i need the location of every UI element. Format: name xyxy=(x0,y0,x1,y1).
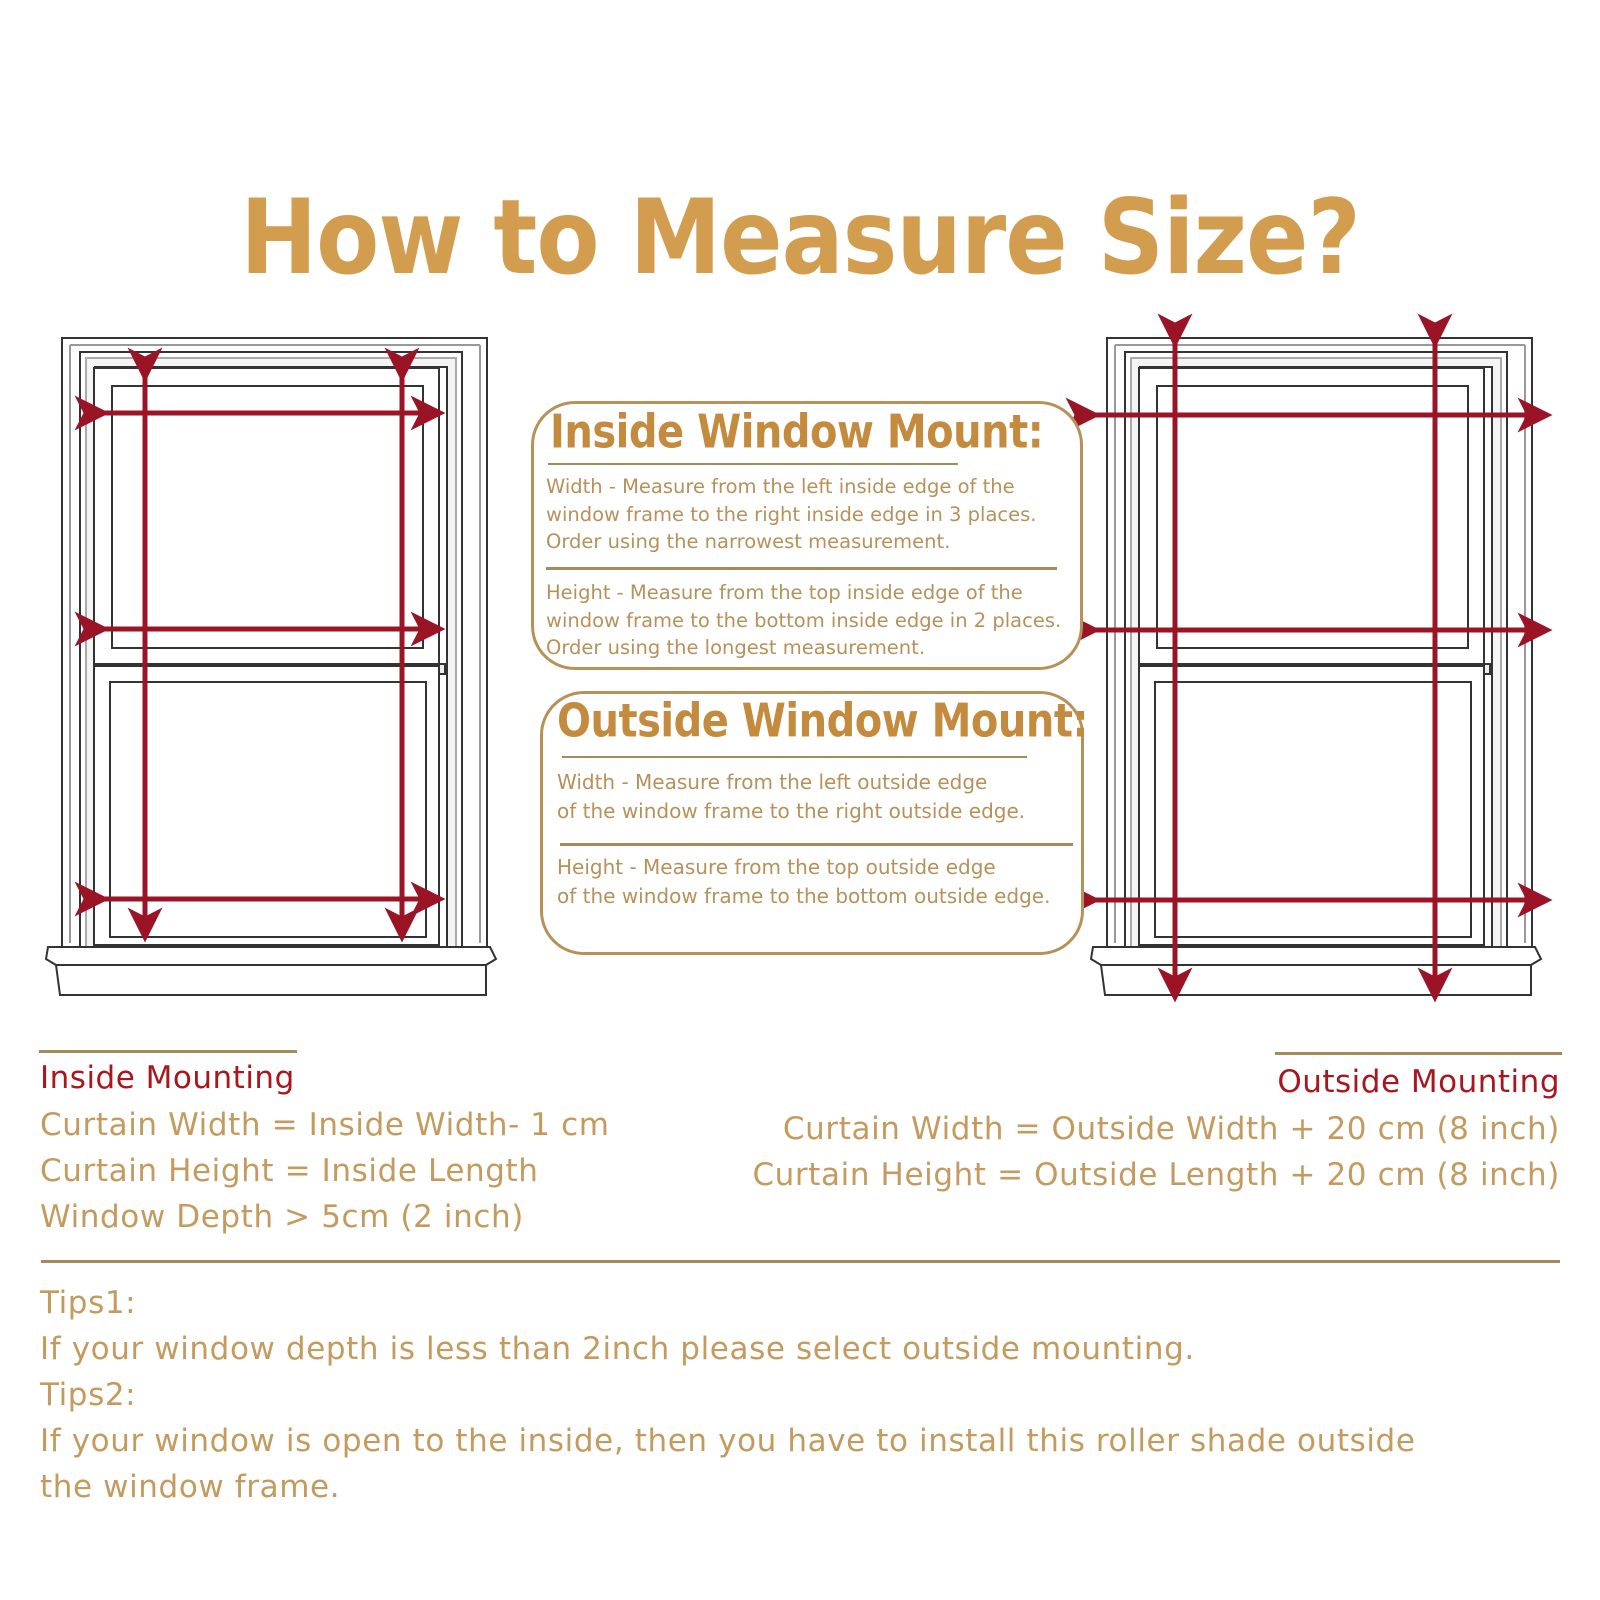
outside-height-instructions: Height - Measure from the top outside edge of the window frame to the bottom outside edge. xyxy=(557,855,1051,908)
outside-formula-width: Curtain Width = Outside Width + 20 cm (8 inch) xyxy=(782,1111,1560,1147)
inside-mounting-label: Inside Mounting xyxy=(40,1060,295,1096)
inside-box-heading-underline xyxy=(548,463,958,465)
tip2-text-line2: the window frame. xyxy=(40,1469,341,1505)
inside-formula-width: Curtain Width = Inside Width- 1 cm xyxy=(40,1107,610,1143)
outside-mount-window-diagram xyxy=(1085,335,1555,1015)
outside-box-divider xyxy=(560,843,1073,846)
outside-formula-height: Curtain Height = Outside Length + 20 cm (8 inch) xyxy=(752,1157,1560,1193)
outside-width-instructions: Width - Measure from the left outside edge of the window frame to the right outside edge. xyxy=(557,770,1026,823)
inside-height-instructions: Height - Measure from the top inside edge of the window frame to the bottom inside edge in 2 places. Order using the longest measurement. xyxy=(546,581,1062,659)
tip2-text-line1: If your window is open to the inside, then you have to install this roller shade outside xyxy=(40,1423,1416,1459)
tips-divider xyxy=(41,1260,1560,1263)
outside-mounting-label: Outside Mounting xyxy=(1277,1064,1560,1100)
outside-mounting-rule xyxy=(1275,1052,1562,1055)
tip1-label: Tips1: xyxy=(40,1285,137,1321)
inside-window-mount-heading: Inside Window Mount: xyxy=(550,406,1044,459)
tip2-label: Tips2: xyxy=(40,1377,137,1413)
inside-mounting-rule xyxy=(39,1050,297,1053)
tip1-text: If your window depth is less than 2inch please select outside mounting. xyxy=(40,1331,1195,1367)
inside-box-divider xyxy=(546,567,1057,570)
window-sill xyxy=(46,947,496,995)
inside-width-instructions: Width - Measure from the left inside edge of the window frame to the right inside edge in 3 places. Order using the narrowest measurement. xyxy=(546,475,1037,553)
outside-window-mount-heading: Outside Window Mount: xyxy=(557,695,1088,748)
inside-mount-window-diagram xyxy=(40,335,510,1015)
tips-section xyxy=(40,1280,1416,1510)
window-sill xyxy=(1091,947,1541,995)
inside-formula-height: Curtain Height = Inside Length xyxy=(40,1153,539,1189)
page-title: How to Measure Size? xyxy=(240,178,1360,298)
outside-box-heading-underline xyxy=(562,756,1027,758)
inside-formula-depth: Window Depth > 5cm (2 inch) xyxy=(40,1199,524,1235)
